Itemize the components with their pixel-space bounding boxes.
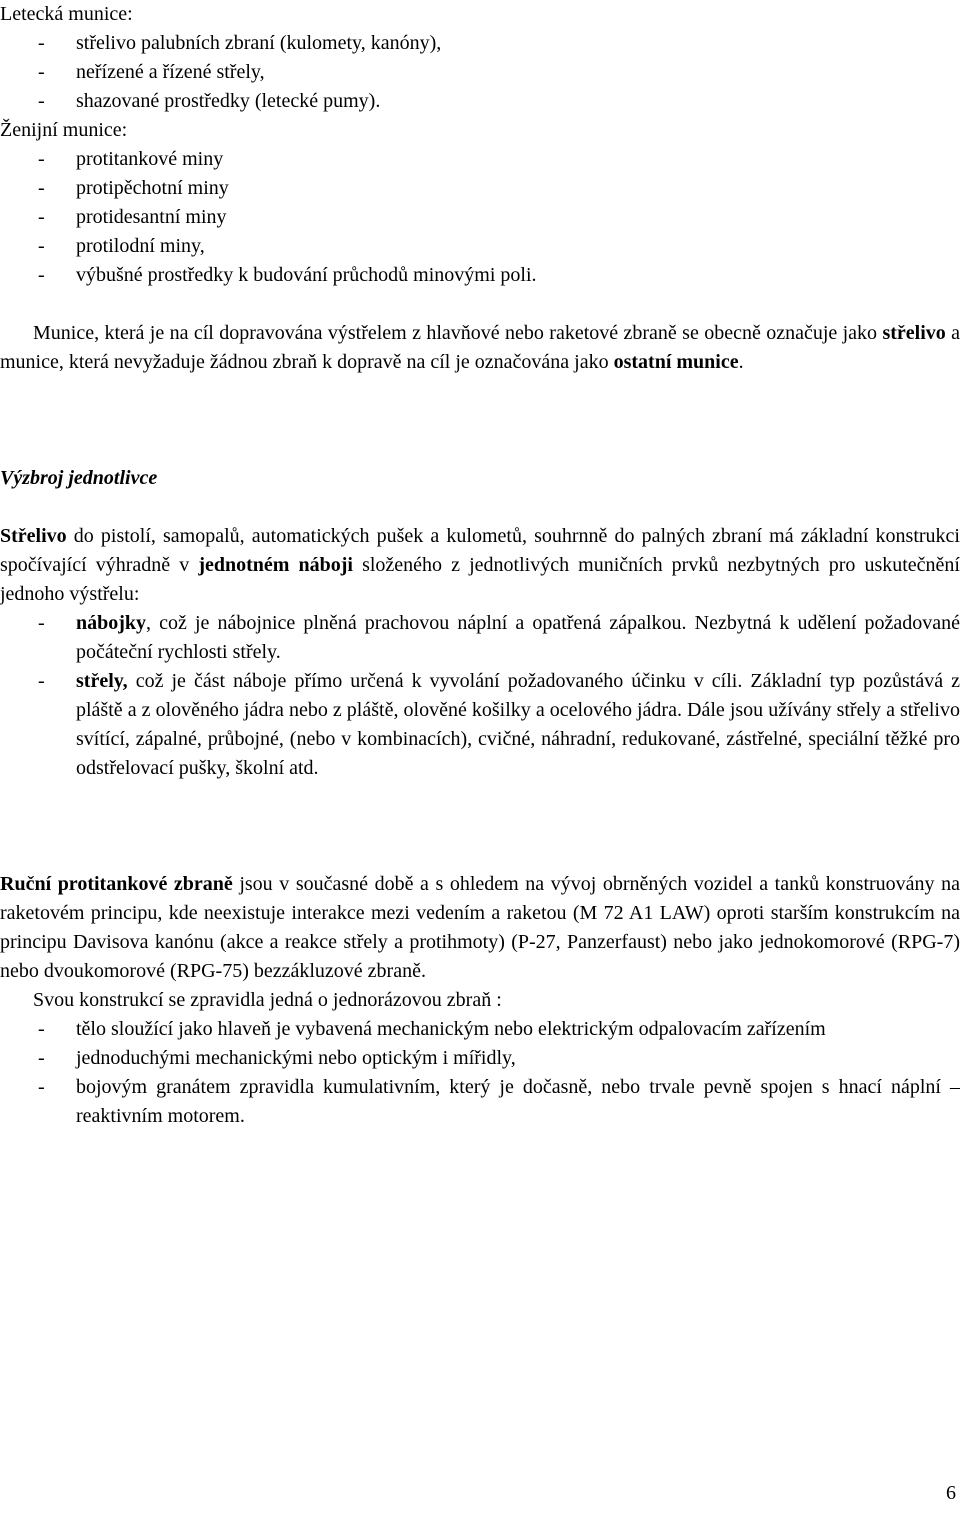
list-item: - výbušné prostředky k budování průchodů minovými poli. — [0, 261, 960, 290]
list-dash: - — [38, 32, 45, 54]
list-item: - protipěchotní miny — [0, 174, 960, 203]
list-item: - střely, což je část náboje přímo určená k vyvolání požadovaného účinku v cíli. Základní typ pozůstává z pláště a z olověného jádra nebo z pláště, olověné košilky a ocelového jádra. Dále jsou užívány střely a střelivo svítící, zápalné, průbojné, (nebo v kombinacích), cvičné, náhradní, redukované, zástřelné, speciální těžké pro odstřelovací pušky, školní atd. — [0, 667, 960, 783]
spacer — [0, 377, 960, 464]
spacer — [0, 493, 960, 522]
list-item: - bojovým granátem zpravidla kumulativním, který je dočasně, nebo trvale pevně spojen s hnací náplní – reaktivním motorem. — [0, 1073, 960, 1131]
list-dash: - — [38, 61, 45, 83]
paragraph-antitank-weapons: Ruční protitankové zbraně jsou v současné době a s ohledem na vývoj obrněných vozidel a tanků konstruovány na raketovém principu, kde neexistuje interakce mezi vedením a raketou (M 72 A1 LAW) oproti starším konstrukcím na principu Davisova kanónu (akce a reakce střely a protihmoty) (P-27, Panzerfaust) nebo jako jednokomorové (RPG-7) nebo dvoukomorové (RPG-75) bezzákluzové zbraně. — [0, 873, 960, 982]
list-dash: - — [38, 670, 45, 692]
list-item: - protitankové miny — [0, 145, 960, 174]
list-dash: - — [38, 1076, 45, 1098]
list-item: - protilodní miny, — [0, 232, 960, 261]
list-dash: - — [38, 235, 45, 257]
paragraph-construction-intro: Svou konstrukcí se zpravidla jedná o jednorázovou zbraň : — [33, 989, 502, 1011]
list-dash: - — [38, 90, 45, 112]
list-dash: - — [38, 148, 45, 170]
paragraph-small-arms-ammunition: Střelivo do pistolí, samopalů, automatických pušek a kulometů, souhrnně do palných zbraní má základní konstrukci spočívající výhradně v jednotném náboji složeného z jednotlivých muničních prvků nezbytných pro uskutečnění jednoho výstřelu: — [0, 525, 960, 605]
list-item: - protidesantní miny — [0, 203, 960, 232]
list-item: - shazované prostředky (letecké pumy). — [0, 87, 960, 116]
list-dash: - — [38, 612, 45, 634]
paragraph-ammunition-definition: Munice, která je na cíl dopravována výstřelem z hlavňové nebo raketové zbraně se obecně označuje jako střelivo a munice, která nevyžaduje žádnou zbraň k dopravě na cíl je označována jako ostatní munice. — [0, 322, 960, 373]
section-heading: Výzbroj jednotlivce — [0, 467, 158, 489]
list-item: - neřízené a řízené střely, — [0, 58, 960, 87]
spacer — [0, 783, 960, 870]
list-item: - jednoduchými mechanickými nebo optickým i mířidly, — [0, 1044, 960, 1073]
spacer — [0, 290, 960, 319]
page-number: 6 — [946, 1482, 956, 1504]
list-item: - střelivo palubních zbraní (kulomety, kanóny), — [0, 29, 960, 58]
list-title-aerial-ammunition: Letecká munice: — [0, 3, 133, 25]
list-dash: - — [38, 177, 45, 199]
list-item: - nábojky, což je nábojnice plněná prachovou náplní a opatřená zápalkou. Nezbytná k udělení požadované počáteční rychlosti střely. — [0, 609, 960, 667]
list-title-engineer-ammunition: Ženijní munice: — [0, 119, 128, 141]
list-dash: - — [38, 206, 45, 228]
list-dash: - — [38, 1018, 45, 1040]
list-dash: - — [38, 1047, 45, 1069]
list-dash: - — [38, 264, 45, 286]
list-item: - tělo sloužící jako hlaveň je vybavená mechanickým nebo elektrickým odpalovacím zařízením — [0, 1015, 960, 1044]
